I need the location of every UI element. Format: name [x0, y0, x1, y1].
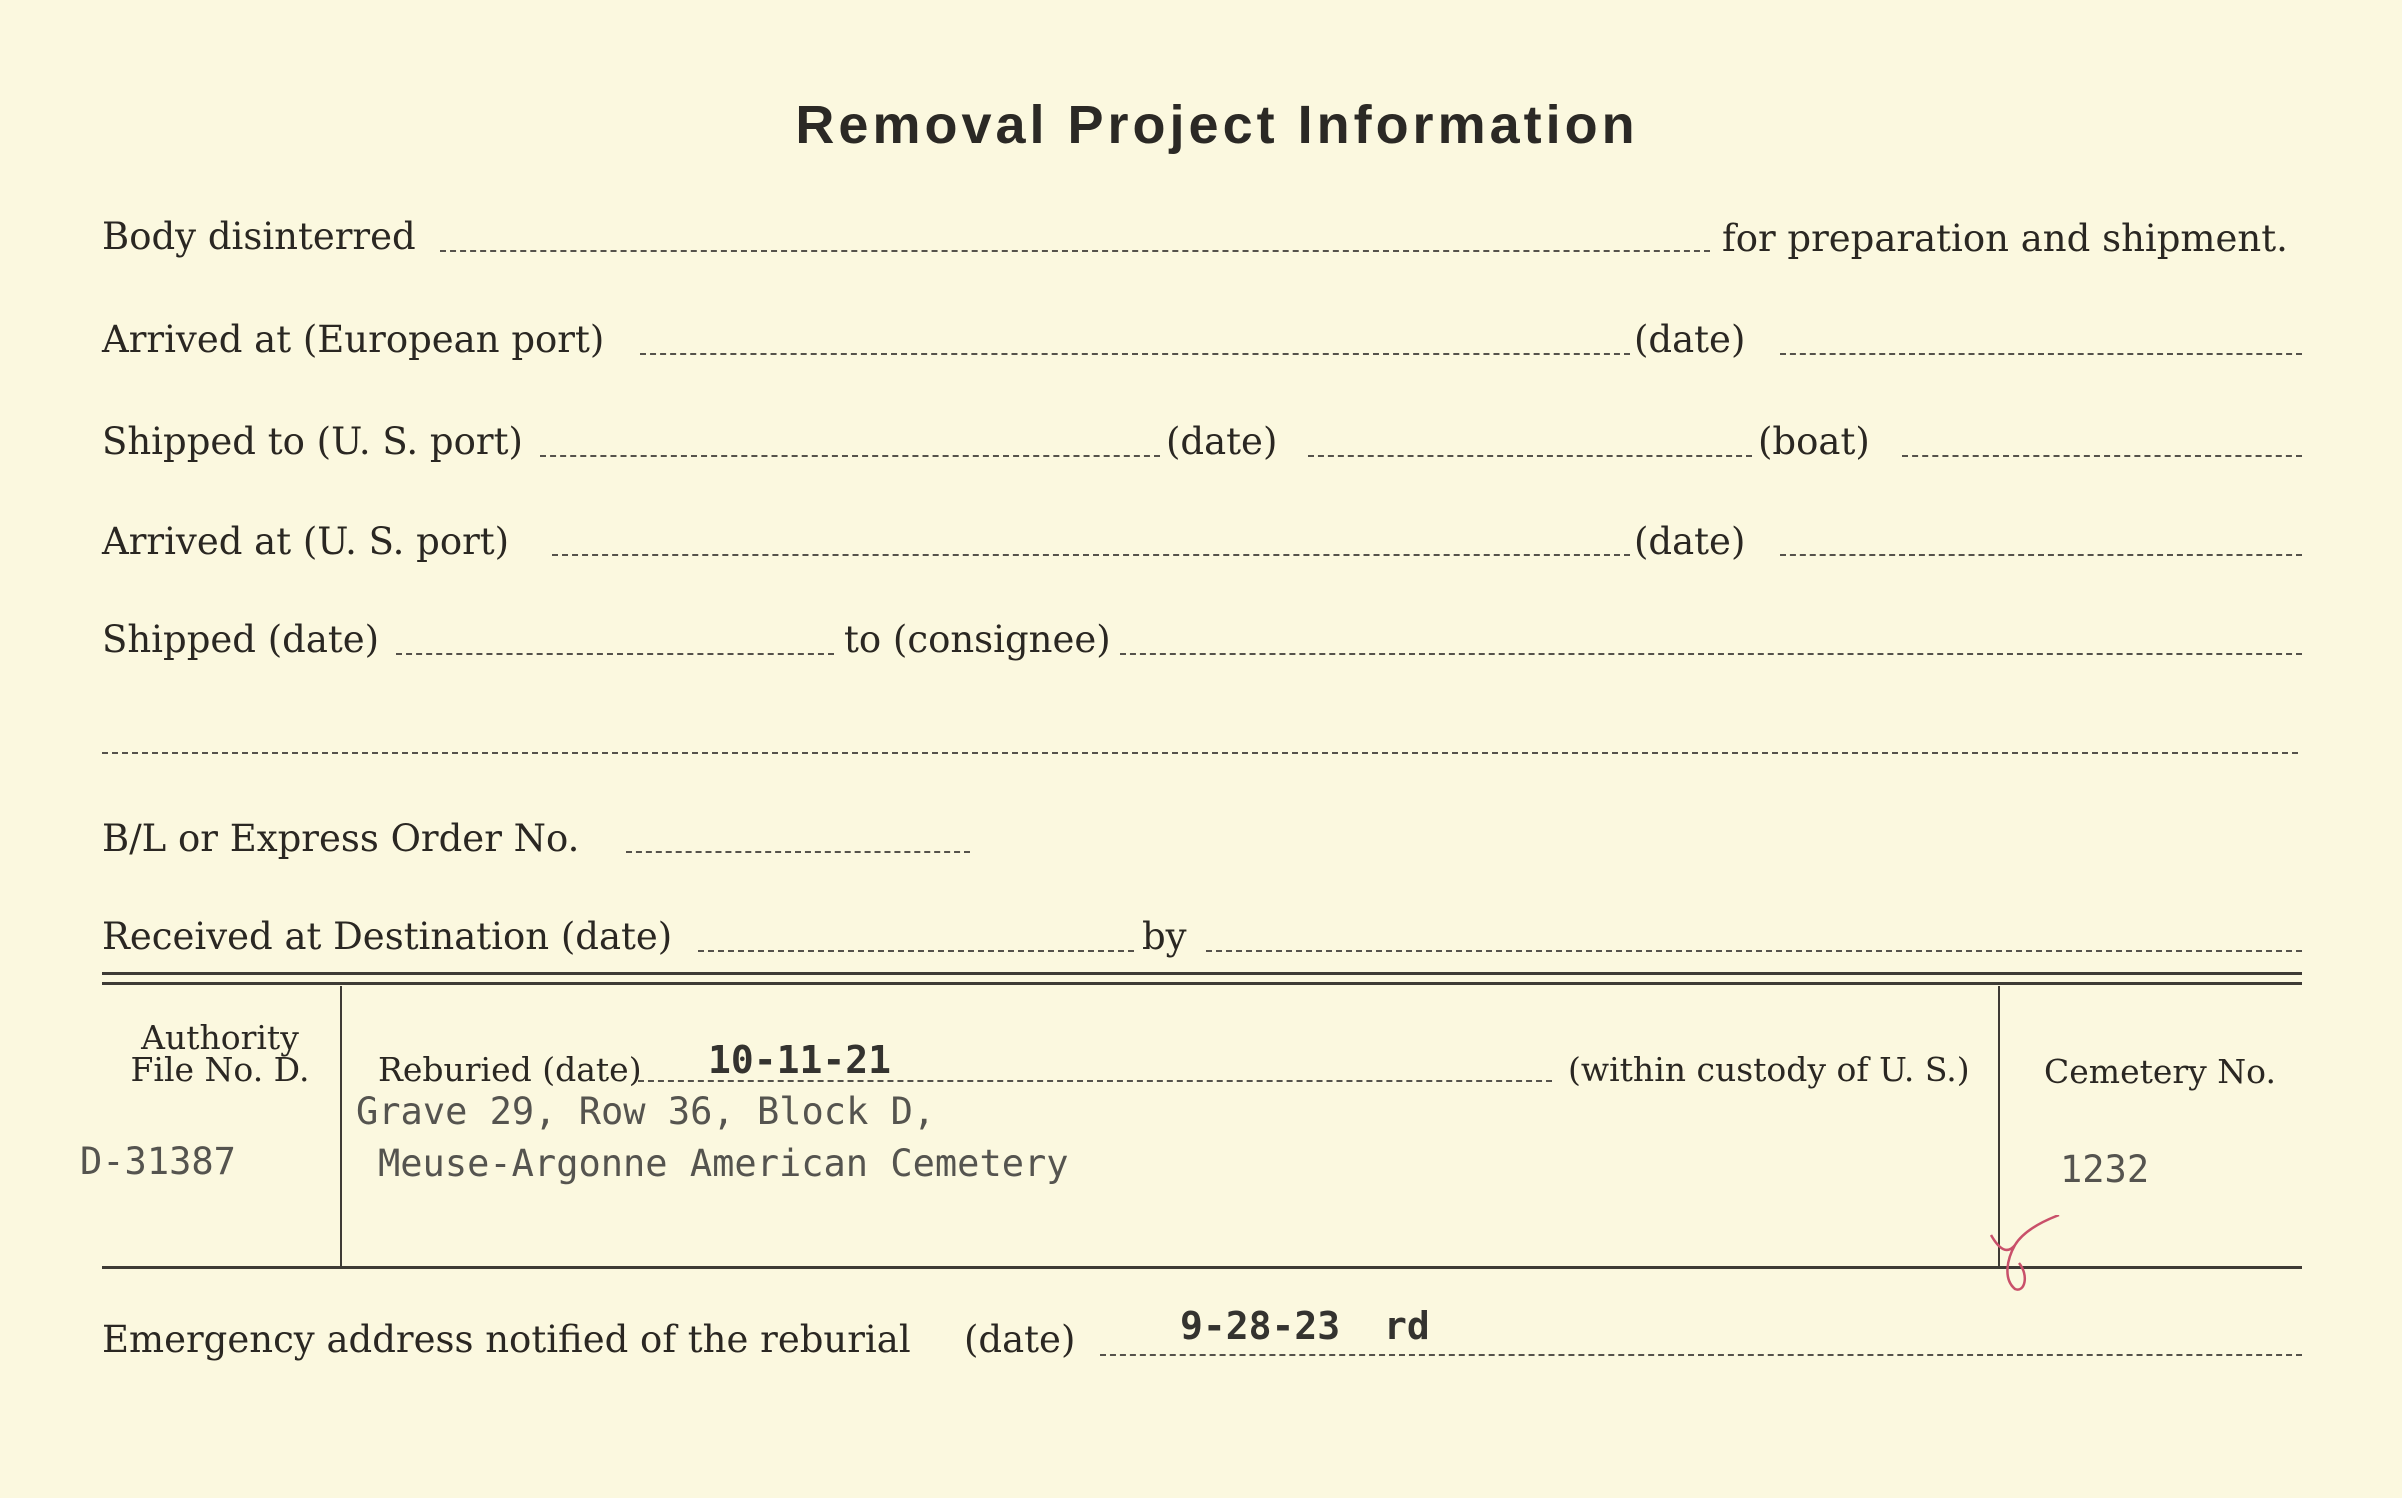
emergency-date-label: (date) — [964, 1318, 1076, 1361]
continuation-blank — [102, 752, 2298, 754]
by-label: by — [1142, 915, 1187, 958]
body-disinterred-blank — [440, 250, 1710, 252]
received-by-blank — [1206, 950, 2302, 952]
bl-express-order-blank — [626, 851, 970, 853]
preparation-shipment-label: for preparation and shipment. — [1722, 217, 2288, 260]
emergency-date-blank — [1100, 1354, 2302, 1356]
received-destination-label: Received at Destination (date) — [102, 915, 673, 958]
us-port-date-label: (date) — [1634, 520, 1746, 563]
shipped-date-row-label: Shipped (date) — [102, 618, 380, 661]
consignee-blank — [1120, 653, 2302, 655]
cemetery-number-label: Cemetery No. — [2044, 1052, 2276, 1091]
custody-note: (within custody of U. S.) — [1568, 1050, 1970, 1089]
double-rule-bottom — [102, 982, 2302, 985]
authority-file-label: File No. D. — [130, 1050, 310, 1089]
reburial-box-bottom-rule — [102, 1266, 2302, 1269]
double-rule-top — [102, 972, 2302, 975]
shipped-to-us-port-label: Shipped to (U. S. port) — [102, 420, 523, 463]
shipped-to-us-port-blank — [540, 455, 1160, 457]
shipped-date-blank — [1308, 455, 1752, 457]
emergency-initials: rd — [1384, 1304, 1430, 1348]
received-destination-blank — [698, 950, 1134, 952]
boat-blank — [1902, 455, 2302, 457]
authority-divider — [340, 986, 342, 1266]
grave-location-line2: Meuse-Argonne American Cemetery — [378, 1142, 1069, 1185]
arrived-us-port-label: Arrived at (U. S. port) — [102, 520, 510, 563]
authority-file-number: D-31387 — [80, 1140, 236, 1183]
arrived-european-port-label: Arrived at (European port) — [102, 318, 605, 361]
us-port-blank — [552, 554, 1630, 556]
bl-express-order-label: B/L or Express Order No. — [102, 817, 580, 860]
european-port-blank — [640, 353, 1630, 355]
reburied-date-label: Reburied (date) — [378, 1050, 642, 1089]
european-port-date-blank — [1780, 353, 2302, 355]
us-port-date-blank — [1780, 554, 2302, 556]
card-title: Removal Project Information — [795, 95, 1639, 155]
european-port-date-label: (date) — [1634, 318, 1746, 361]
boat-label: (boat) — [1758, 420, 1870, 463]
emergency-address-label: Emergency address notified of the reburial — [102, 1318, 911, 1361]
shipped-date-label: (date) — [1166, 420, 1278, 463]
emergency-date-value: 9-28-23 — [1180, 1304, 1341, 1348]
grave-location-line1: Grave 29, Row 36, Block D, — [356, 1090, 936, 1133]
consignee-label: to (consignee) — [844, 618, 1111, 661]
reburied-date-value: 10-11-21 — [708, 1038, 892, 1082]
shipped-date-row-blank — [396, 653, 834, 655]
pencil-check-mark — [1985, 1215, 2065, 1295]
body-disinterred-label: Body disinterred — [102, 215, 416, 258]
cemetery-number-value: 1232 — [2060, 1148, 2150, 1191]
authority-label: Authority — [141, 1018, 299, 1057]
